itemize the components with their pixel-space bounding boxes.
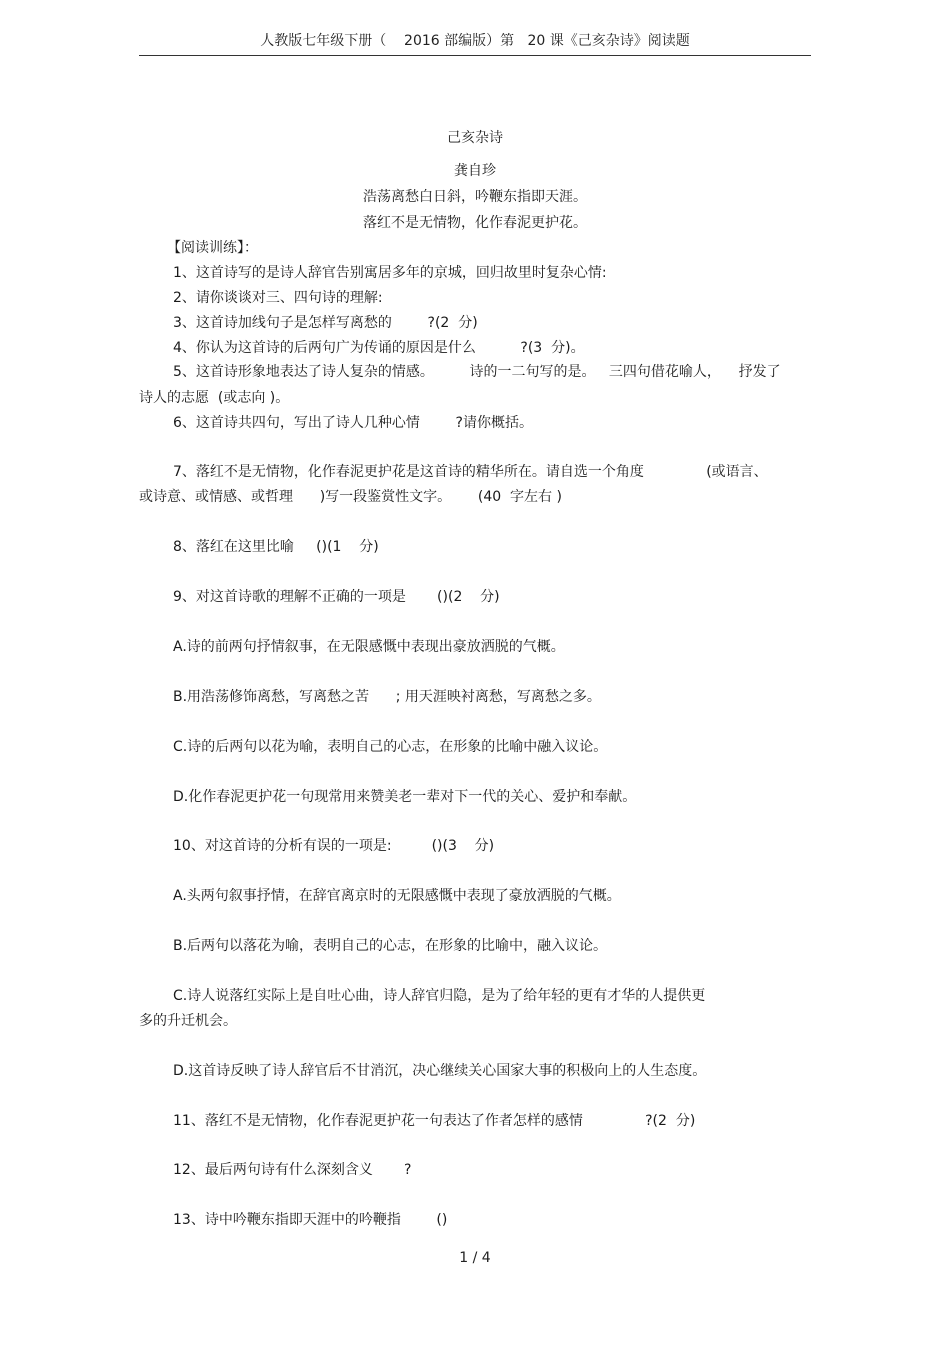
question-9-option-a: A.诗的前两句抒情叙事，在无限感慨中表现出豪放洒脱的气概。: [173, 639, 565, 655]
question-10: 10、对这首诗的分析有误的一项是: ()(3 分): [173, 838, 495, 854]
question-4: 4、你认为这首诗的后两句广为传诵的原因是什么 ?(3 分)。: [173, 340, 585, 356]
question-10-option-d: D.这首诗反映了诗人辞官后不甘消沉，决心继续关心国家大事的积极向上的人生态度。: [173, 1063, 707, 1079]
poem-line-2: 落红不是无情物，化作春泥更护花。: [363, 215, 587, 231]
poem-line-1: 浩荡离愁白日斜，吟鞭东指即天涯。: [363, 189, 587, 205]
question-9-option-d: D.化作春泥更护花一句现常用来赞美老一辈对下一代的关心、爱护和奉献。: [173, 789, 637, 805]
question-3: 3、这首诗加线句子是怎样写离愁的 ?(2 分): [173, 315, 478, 331]
question-5-line-2: 诗人的志愿 (或志向 )。: [139, 390, 290, 406]
question-7-line-2: 或诗意、或情感、或哲理 )写一段鉴赏性文字。 (40 字左右 ): [139, 489, 562, 505]
poem-author: 龚自珍: [454, 163, 496, 179]
header-divider: [139, 55, 811, 56]
poem-title: 己亥杂诗: [447, 130, 503, 146]
question-7-line-1: 7、落红不是无情物，化作春泥更护花是这首诗的精华所在。请自选一个角度 (或语言、: [173, 464, 768, 480]
question-12: 12、最后两句诗有什么深刻含义 ?: [173, 1162, 412, 1178]
question-10-option-c-line-2: 多的升迁机会。: [139, 1013, 237, 1029]
section-heading: 【阅读训练】：: [167, 240, 258, 256]
question-10-option-a: A.头两句叙事抒情，在辞官离京时的无限感慨中表现了豪放洒脱的气概。: [173, 888, 621, 904]
question-6: 6、这首诗共四句，写出了诗人几种心情 ?请你概括。: [173, 415, 533, 431]
question-2: 2、请你谈谈对三、四句诗的理解:: [173, 290, 383, 306]
question-11: 11、落红不是无情物，化作春泥更护花一句表达了作者怎样的感情 ?(2 分): [173, 1113, 696, 1129]
question-8: 8、落红在这里比喻 ()(1 分): [173, 539, 379, 555]
question-10-option-b: B.后两句以落花为喻，表明自己的心志，在形象的比喻中，融入议论。: [173, 938, 608, 954]
question-13: 13、诗中吟鞭东指即天涯中的吟鞭指 (): [173, 1212, 448, 1228]
question-9: 9、对这首诗歌的理解不正确的一项是 ()(2 分): [173, 589, 500, 605]
question-1: 1、这首诗写的是诗人辞官告别寓居多年的京城，回归故里时复杂心情:: [173, 265, 607, 281]
page-number: 1 / 4: [459, 1250, 491, 1266]
page-header: 人教版七年级下册（ 2016 部编版）第 20 课《己亥杂诗》阅读题: [260, 33, 690, 49]
question-9-option-c: C.诗的后两句以花为喻，表明自己的心志，在形象的比喻中融入议论。: [173, 739, 608, 755]
question-5-line-1: 5、这首诗形象地表达了诗人复杂的情感。 诗的一二句写的是。 三四句借花喻人， 抒发了: [173, 364, 781, 380]
question-10-option-c-line-1: C.诗人说落红实际上是自吐心曲，诗人辞官归隐，是为了给年轻的更有才华的人提供更: [173, 988, 706, 1004]
question-9-option-b: B.用浩荡修饰离愁，写离愁之苦 ; 用天涯映衬离愁，写离愁之多。: [173, 689, 601, 705]
